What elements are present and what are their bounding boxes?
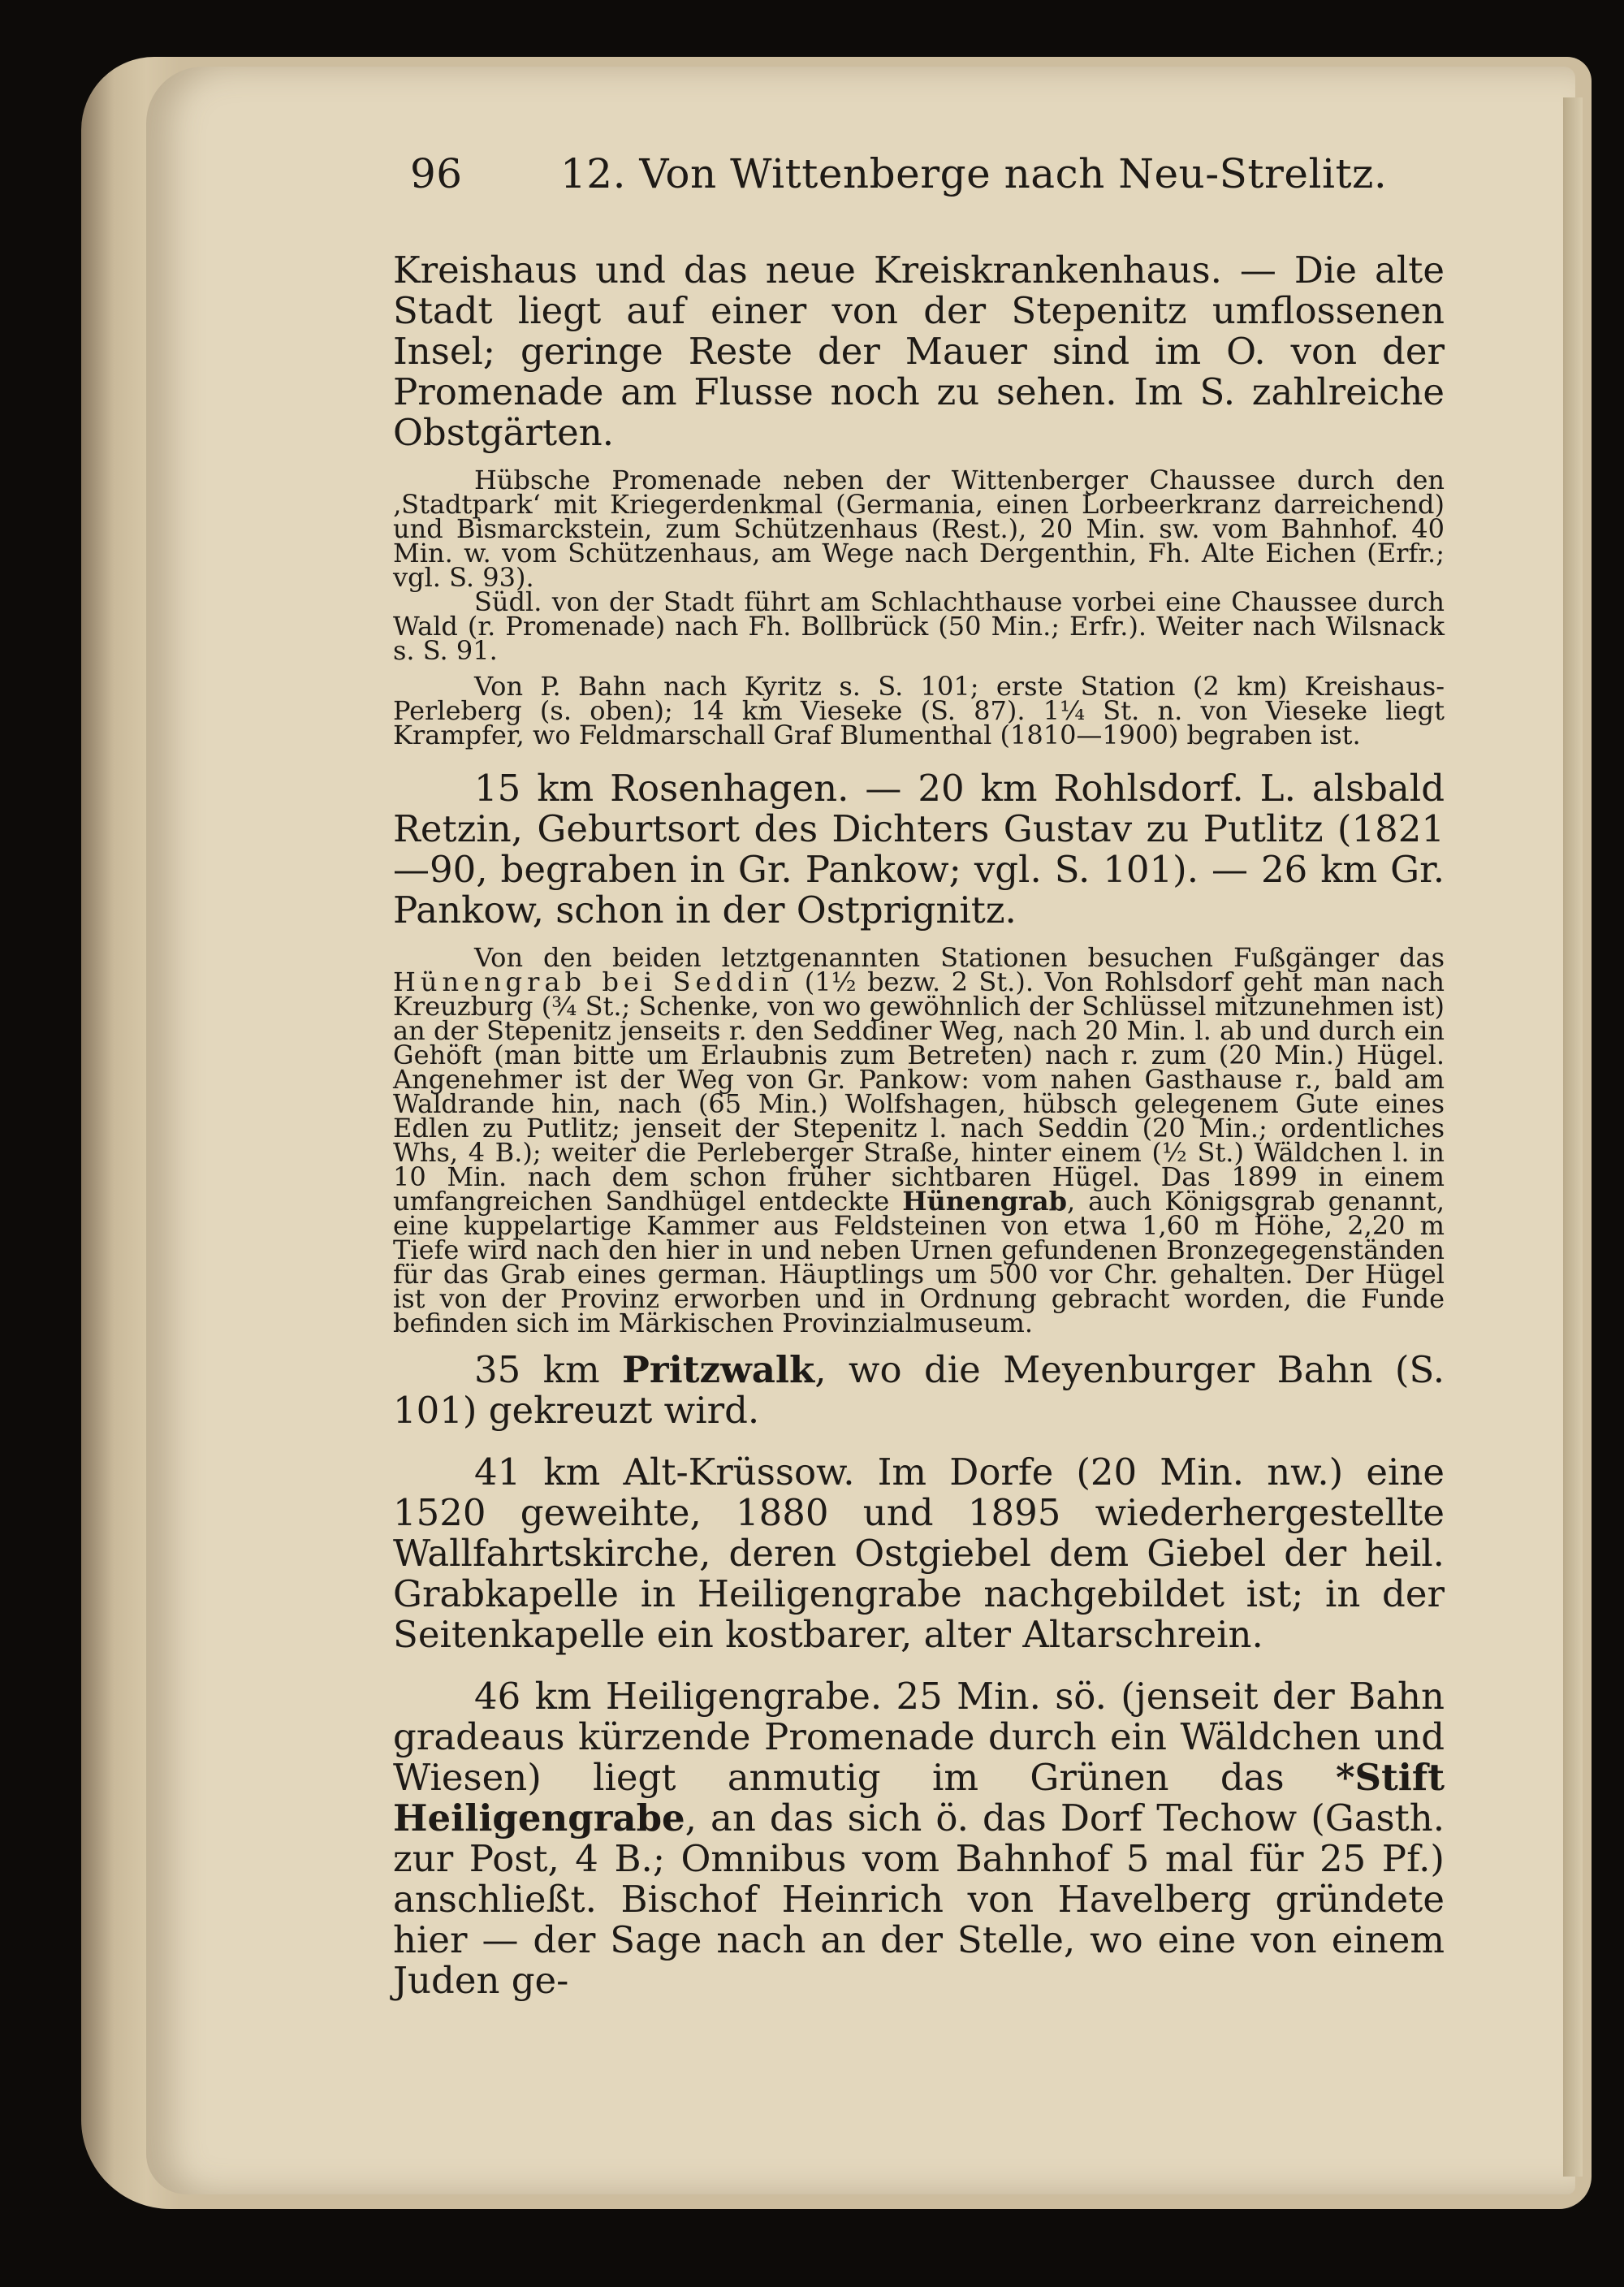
- heiligengrabe-intro: 46 km Heiligengrabe. 25 Min. sö. (jenseit der Bahn gradeaus kürzende Promenade durch ein Wäldchen und Wiesen) liegt anmutig im Grünen das: [393, 1675, 1445, 1799]
- heiligengrabe-text: , an das sich ö. das Dorf Techow (Gasth. zur Post, 4 B.; Omnibus vom Bahnhof 5 mal für 25 Pf.) anschließt. Bischof Heinrich von Havelberg gründete hier — der Sage nach an der Stelle, wo eine von einem Juden ge-: [393, 1796, 1445, 2002]
- facing-page-edge: [1563, 97, 1583, 2177]
- paragraph-alt-kruessow: 41 km Alt-Krüssow. Im Dorfe (20 Min. nw.) eine 1520 geweihte, 1880 und 1895 wiederhergestellte Wallfahrtskirche, deren Ostgiebel dem Giebel der heil. Grabkapelle in Heiligengrabe nachgebildet ist; in der Seitenkapelle ein kostbarer, alter Altarschrein.: [393, 1450, 1445, 1656]
- body-text: [393, 250, 1445, 2001]
- paragraph-rosenhagen: 15 km Rosenhagen. — 20 km Rohlsdorf. L. alsbald Retzin, Geburtsort des Dichters Gustav zu Putlitz (1821—90, begraben in Gr. Pankow; vgl. S. 101). — 26 km Gr. Pankow, schon in der Ostprignitz.: [393, 767, 1445, 932]
- huenengrab-description: , auch Königsgrab genannt, eine kuppelartige Kammer aus Feldsteinen von etwa 1,60 m Höhe, 2,20 m Tiefe wird nach den hier in und neben Urnen gefundenen Bronzegegenständen für das Grab eines german. Häuptlings um 500 vor Chr. gehalten. Der Hügel ist von der Provinz erworben und in Ordnung gebracht worden, die Funde befinden sich im Märkischen Provinzialmuseum.: [393, 1186, 1445, 1338]
- running-title: 12. Von Wittenberge nach Neu-Strelitz.: [560, 150, 1388, 197]
- huenengrab-bold: Hünengrab: [902, 1186, 1067, 1217]
- paragraph-schlachthaus: Südl. von der Stadt führt am Schlachthause vorbei eine Chaussee durch Wald (r. Promenade) nach Fh. Bollbrück (50 Min.; Erfr.). Weiter nach Wilsnack s. S. 91.: [393, 586, 1445, 666]
- paragraph-kyritz-railway: Von P. Bahn nach Kyritz s. S. 101; erste Station (2 km) Kreishaus-Perleberg (s. oben); 14 km Vieseke (S. 87). 1¼ St. n. von Vieseke liegt Krampfer, wo Feldmarschall Graf Blumenthal (1810—1900) begraben ist.: [393, 671, 1445, 750]
- paragraph-promenade: Hübsche Promenade neben der Wittenberger Chaussee durch den ‚Stadtpark‘ mit Kriegerdenkmal (Germania, einen Lorbeerkranz darreichend) und Bismarckstein, zum Schützenhaus (Rest.), 20 Min. sw. vom Bahnhof. 40 Min. w. vom Schützenhaus, am Wege nach Dergenthin, Fh. Alte Eichen (Erfr.; vgl. S. 93).: [393, 465, 1445, 593]
- paragraph-pritzwalk: [393, 1350, 1445, 1431]
- paragraph-huenengrab: [393, 942, 1445, 1338]
- huenengrab-route: (1½ bezw. 2 St.). Von Rohlsdorf geht man nach Kreuzburg (¾ St.; Schenke, von wo gewöhnlich der Schlüssel mitzunehmen ist) an der Stepenitz jenseits r. den Seddiner Weg, nach 20 Min. l. ab und durch ein Gehöft (man bitte um Erlaubnis zum Betreten) nach r. zum (20 Min.) Hügel. Angenehmer ist der Weg von Gr. Pankow: vom nahen Gasthause r., bald am Waldrande hin, nach (65 Min.) Wolfshagen, hübsch gelegenem Gute eines Edlen zu Putlitz; jenseit der Stepenitz l. nach Seddin (20 Min.; ordentliches Whs, 4 B.); weiter die Perleberger Straße, hinter einem (½ St.) Wäldchen l. in 10 Min. nach dem schon früher sichtbaren Hügel. Das 1899 in einem umfangreichen Sandhügel entdeckte: [393, 966, 1445, 1217]
- stift-heiligengrabe: *Stift Heiligengrabe: [393, 1756, 1445, 1840]
- huenengrab-intro: Von den beiden letztgenannten Stationen besuchen Fußgänger das: [474, 942, 1445, 973]
- pritzwalk-name: Pritzwalk: [622, 1348, 815, 1391]
- pritzwalk-km: 35 km: [474, 1348, 623, 1391]
- paragraph-perleberg-town: Kreishaus und das neue Kreiskrankenhaus. — Die alte Stadt liegt auf einer von der Stepenitz umflossenen Insel; geringe Reste der Mauer sind im O. von der Promenade am Flusse noch zu sehen. Im S. zahlreiche Obstgärten.: [393, 249, 1445, 454]
- paragraph-heiligengrabe: [393, 1676, 1445, 2001]
- page-number: 96: [410, 150, 463, 197]
- huenengrab-spaced-title: Hünengrab bei Seddin: [393, 966, 794, 997]
- pritzwalk-text: , wo die Meyenburger Bahn (S. 101) gekreuzt wird.: [393, 1348, 1445, 1432]
